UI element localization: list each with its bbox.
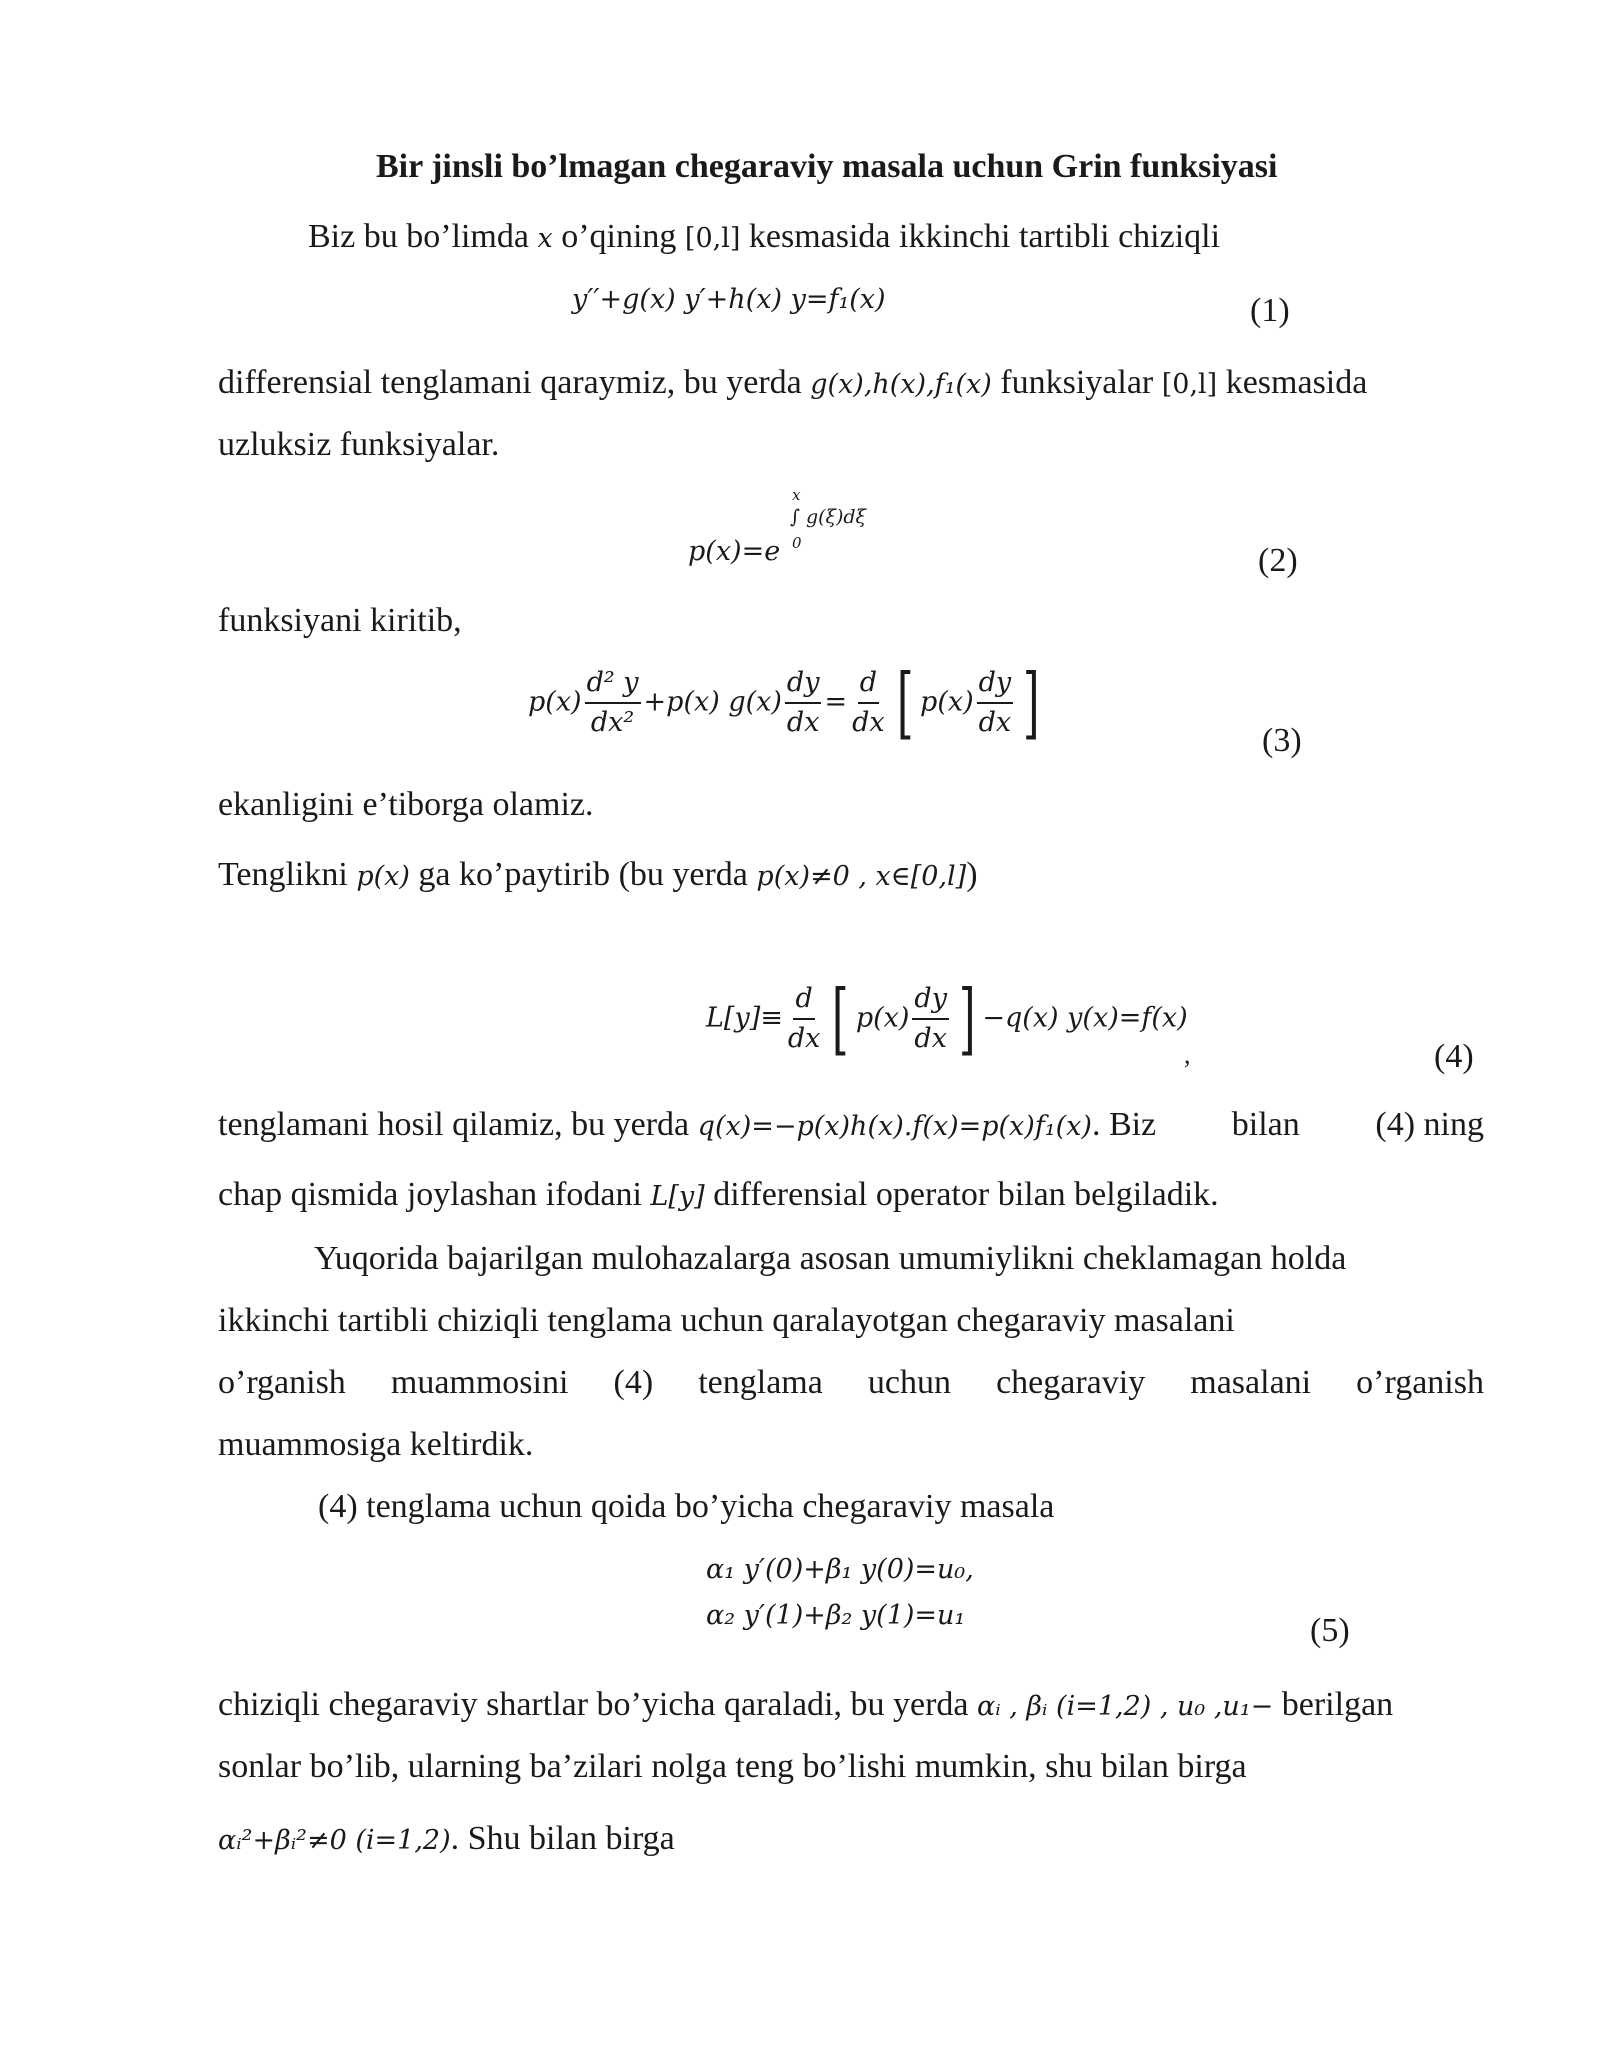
fraction: $\frac{dy}{dx}$ (912, 980, 949, 1058)
paragraph-line (218, 364, 1367, 402)
section-title: Bir jinsli bo’lmagan chegaraviy masala uchun Grin funksiyasi (376, 148, 1278, 185)
math-text: +p(x) g(x) (643, 686, 782, 718)
text: ga ko’paytirib (bu yerda (409, 856, 757, 893)
math-functions: g(x),h(x),f₁(x) (810, 369, 992, 400)
text: chiziqli chegaraviy shartlar bo’yicha qaraladi, bu yerda (218, 1686, 977, 1723)
equation-5-label: (5) (1310, 1612, 1350, 1649)
math-variables: αᵢ , βᵢ (i=1,2) , u₀ ,u₁− (977, 1691, 1274, 1722)
math-text: p(x) (920, 686, 974, 718)
right-bracket: ] (958, 974, 976, 1064)
paragraph-line: uzluksiz funksiyalar. (218, 426, 500, 463)
fraction: $\frac{dy}{dx}$ (785, 664, 822, 742)
equation-4-comma: , (1184, 1040, 1191, 1069)
equation-4 (706, 974, 1188, 1064)
word: (4) (613, 1364, 654, 1401)
justified-line (218, 1364, 1484, 1402)
math-condition: p(x)≠0 , x∈[0,l] (756, 861, 967, 892)
paragraph-line (218, 1686, 1393, 1724)
math-interval: [0,l] (1161, 369, 1218, 400)
left-bracket: [ (896, 658, 914, 748)
integral-lower-limit: 0 (792, 534, 802, 552)
word: muammosini (390, 1364, 569, 1401)
word: o’rganish (1356, 1364, 1484, 1401)
paragraph-line: funksiyani kiritib, (218, 602, 462, 639)
text: o’qining (552, 218, 685, 255)
math-text: = (824, 686, 848, 718)
equation-5-row-1: α₁ y′(0)+β₁ y(0)=u₀, (706, 1554, 974, 1585)
word: bilan (1231, 1106, 1300, 1143)
paragraph-line: muammosiga keltirdik. (218, 1426, 534, 1463)
text: . Shu bilan birga (450, 1820, 675, 1857)
math-condition: αᵢ²+βᵢ²≠0 (i=1,2) (218, 1825, 451, 1856)
text: kesmasida ikkinchi tartibli chiziqli (740, 218, 1221, 255)
word: uchun (867, 1364, 951, 1401)
equation-1: y′′+g(x) y′+h(x) y=f₁(x) (572, 284, 886, 315)
equation-2-lhs: p(x)=e (688, 536, 781, 567)
math-x: x (537, 223, 553, 254)
math-text: L[y]≡ (706, 1002, 783, 1034)
right-bracket: ] (1023, 658, 1040, 748)
paragraph-line: (4) tenglama uchun qoida bo’yicha chegaraviy masala (318, 1488, 1055, 1525)
text: chap qismida joylashan ifodani (218, 1176, 651, 1213)
math-px: p(x) (356, 861, 410, 892)
justified-line (218, 1106, 1484, 1144)
word: tenglama (698, 1364, 823, 1401)
equation-2-label: (2) (1258, 542, 1298, 579)
text: berilgan (1273, 1686, 1394, 1723)
text: Biz bu bo’limda (308, 218, 538, 255)
text: kesmasida (1217, 364, 1368, 401)
paragraph-line: ekanligini e’tiborga olamiz. (218, 786, 594, 823)
paragraph-line (218, 1820, 675, 1858)
math-operator: L[y] (650, 1181, 705, 1212)
text: funksiyalar (991, 364, 1162, 401)
text: differensial tenglamani qaraymiz, bu yerda (218, 364, 811, 401)
equation-4-label: (4) (1434, 1038, 1474, 1075)
line-start: tenglamani hosil qilamiz, bu yerda q(x)=−p(x)h(x).f(x)=p(x)f₁(x). Biz (218, 1106, 1157, 1143)
word: masalani (1190, 1364, 1312, 1401)
fraction: $\frac{\text{d² y}}{\text{dx²}}$ (585, 664, 641, 742)
text: ) (966, 856, 978, 893)
math-text: p(x) (855, 1002, 910, 1034)
paragraph-line: Yuqorida bajarilgan mulohazalarga asosan umumiylikni cheklamagan holda (314, 1240, 1347, 1277)
fraction: $\frac{dy}{dx}$ (977, 664, 1014, 742)
equation-5-row-2: α₂ y′(1)+β₂ y(1)=u₁ (706, 1600, 966, 1631)
math-text: −q(x) y(x)=f(x) (982, 1002, 1188, 1034)
paragraph-line: ikkinchi tartibli chiziqli tenglama uchun qaralayotgan chegaraviy masalani (218, 1302, 1235, 1339)
integral-exponent: ∫ g(ξ)dξ (790, 506, 867, 528)
equation-3 (528, 658, 1047, 748)
word: chegaraviy (996, 1364, 1146, 1401)
math-interval: [0,l] (684, 223, 741, 254)
intro-line (308, 218, 1220, 256)
word: o’rganish (218, 1364, 346, 1401)
paragraph-line (218, 856, 978, 894)
integral-upper-limit: x (792, 486, 801, 504)
text: differensial operator bilan belgiladik. (704, 1176, 1219, 1213)
line-end: (4) ning (1375, 1106, 1484, 1143)
equation-3-label: (3) (1262, 722, 1302, 759)
fraction: $\frac{d}{dx}$ (786, 980, 823, 1058)
math-text: p(x) (528, 686, 582, 718)
paragraph-line: sonlar bo’lib, ularning ba’zilari nolga teng bo’lishi mumkin, shu bilan birga (218, 1748, 1247, 1785)
text: Tenglikni (218, 856, 357, 893)
fraction: $\frac{d}{dx}$ (850, 664, 887, 742)
equation-1-label: (1) (1250, 292, 1290, 329)
left-bracket: [ (832, 974, 849, 1064)
math-definitions: q(x)=−p(x)h(x).f(x)=p(x)f₁(x) (697, 1111, 1092, 1142)
paragraph-line (218, 1176, 1219, 1214)
